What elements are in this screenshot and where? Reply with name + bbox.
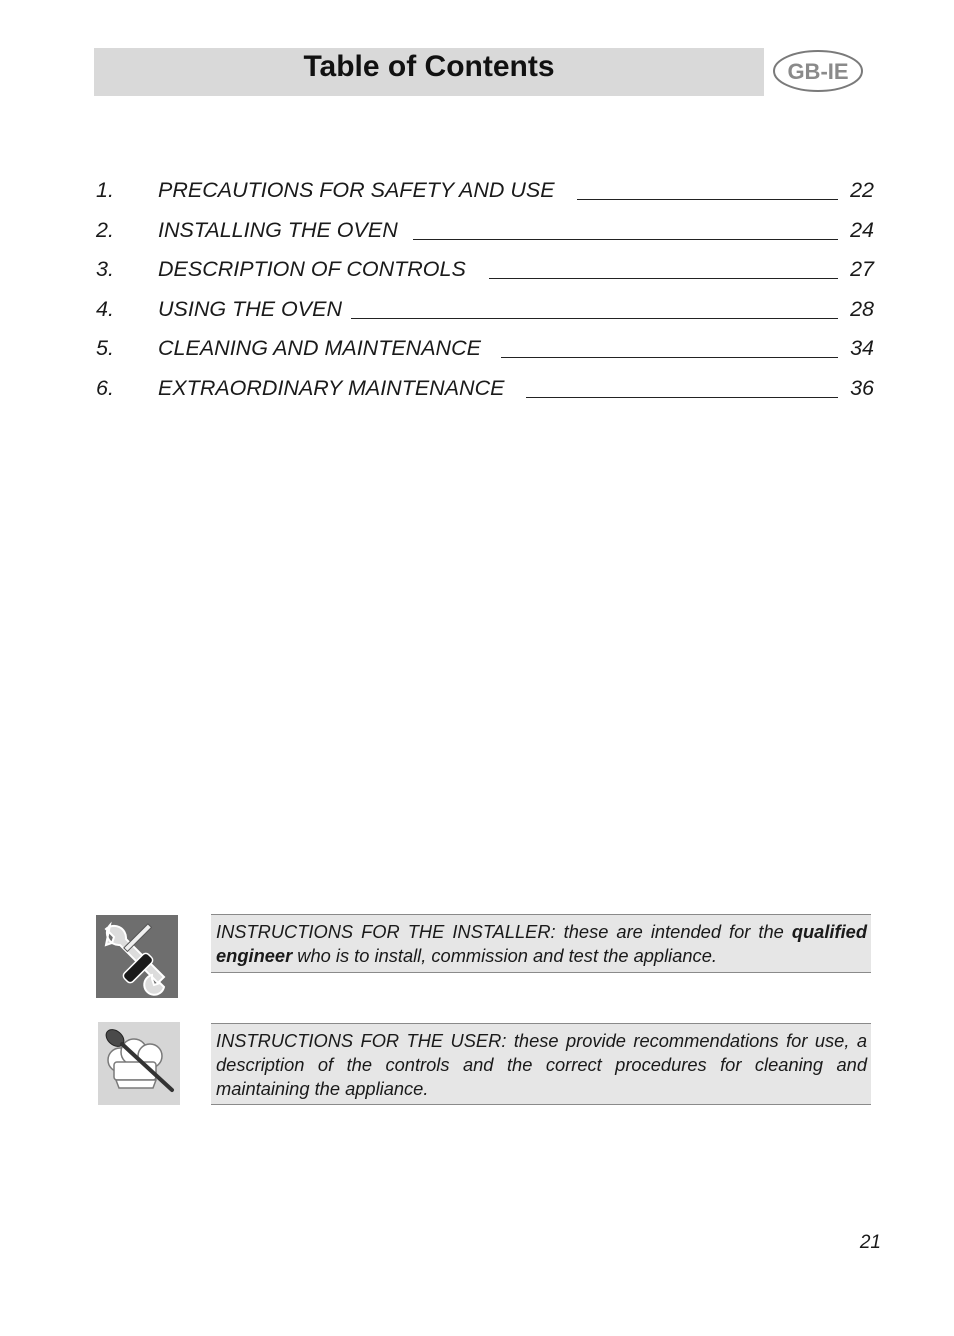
toc-leader xyxy=(413,239,838,240)
toc-entry[interactable] xyxy=(96,257,874,297)
toc-number: 1. xyxy=(96,178,114,202)
toc-entry[interactable] xyxy=(96,336,874,376)
toc-entry[interactable] xyxy=(96,178,874,218)
language-badge xyxy=(772,48,864,93)
toc-entry[interactable] xyxy=(96,376,874,416)
toc-title: INSTALLING THE OVEN xyxy=(158,217,398,242)
toc-leader xyxy=(351,318,838,319)
installer-instructions-note xyxy=(211,914,871,973)
toc-entry[interactable] xyxy=(96,297,874,337)
toc-page: 27 xyxy=(850,257,874,281)
page-number: 21 xyxy=(859,1232,881,1253)
user-instructions-note xyxy=(211,1023,871,1105)
toc-title: DESCRIPTION OF CONTROLS xyxy=(158,257,466,281)
wrench-screwdriver-icon xyxy=(96,915,178,998)
page-title: Table of Contents xyxy=(303,50,555,83)
toc-title: EXTRAORDINARY MAINTENANCE xyxy=(158,375,505,400)
toc-entry[interactable] xyxy=(96,218,874,258)
toc-number: 5. xyxy=(96,336,114,360)
toc-page: 34 xyxy=(850,336,874,360)
toc-number: 6. xyxy=(96,375,114,400)
toc-number: 3. xyxy=(96,257,114,281)
toc-title: CLEANING AND MAINTENANCE xyxy=(158,336,481,360)
table-of-contents xyxy=(96,178,874,415)
language-badge-label: GB-IE xyxy=(787,59,849,84)
toc-leader xyxy=(501,357,838,358)
toc-page: 28 xyxy=(850,296,874,321)
toc-leader xyxy=(489,278,838,279)
toc-page: 24 xyxy=(850,217,874,242)
installer-note-text: INSTRUCTIONS FOR THE INSTALLER: these are intended for the xyxy=(216,921,792,942)
toc-page: 36 xyxy=(850,375,874,400)
toc-leader xyxy=(577,199,838,200)
toc-title: PRECAUTIONS FOR SAFETY AND USE xyxy=(158,178,555,202)
toc-leader xyxy=(526,397,838,398)
installer-note-bold: qualified engineer xyxy=(216,921,867,966)
toc-number: 2. xyxy=(96,217,114,242)
title-bar xyxy=(94,48,764,96)
toc-page: 22 xyxy=(850,178,874,202)
toc-number: 4. xyxy=(96,296,114,321)
user-note-text: INSTRUCTIONS FOR THE USER: these provide recommendations for use, a description of the controls and the correct procedures for cleaning and maintaining the appliance. xyxy=(216,1030,867,1099)
toc-title: USING THE OVEN xyxy=(158,296,342,321)
installer-note-text-end: who is to install, commission and test the appliance. xyxy=(292,945,717,966)
spoon-chef-hat-icon xyxy=(98,1022,180,1105)
